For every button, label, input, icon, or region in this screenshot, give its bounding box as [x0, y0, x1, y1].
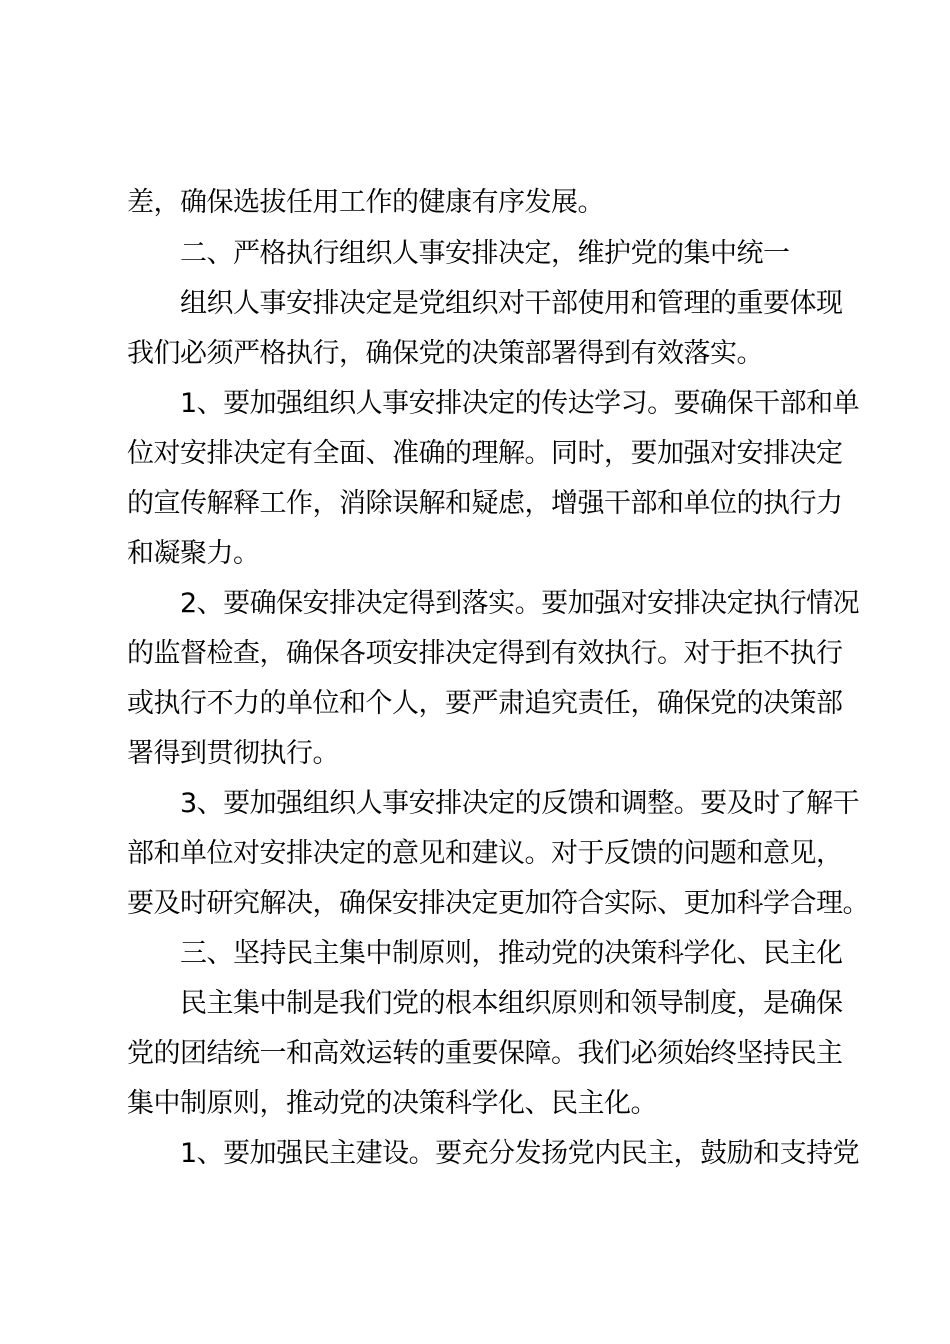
body-text-line: 民主集中制是我们党的根本组织原则和领导制度，是确保 [180, 988, 843, 1019]
body-text-line: 和凝聚力。 [127, 538, 260, 569]
body-text-line: 差，确保选拔任用工作的健康有序发展。 [127, 187, 604, 218]
body-text-line: 组织人事安排决定是党组织对干部使用和管理的重要体现 [180, 288, 843, 319]
body-text-line: 位对安排决定有全面、准确的理解。同时，要加强对安排决定 [127, 438, 843, 469]
section-heading-3: 三、坚持民主集中制原则，推动党的决策科学化、民主化 [180, 938, 843, 969]
list-item-line: 3、要加强组织人事安排决定的反馈和调整。要及时了解干 [180, 788, 860, 819]
list-item-line: 1、要加强民主建设。要充分发扬党内民主，鼓励和支持党 [180, 1138, 860, 1169]
body-text-line: 的监督检查，确保各项安排决定得到有效执行。对于拒不执行 [127, 638, 843, 669]
body-text-line: 党的团结统一和高效运转的重要保障。我们必须始终坚持民主 [127, 1038, 843, 1069]
section-heading-2: 二、严格执行组织人事安排决定，维护党的集中统一 [180, 238, 790, 269]
body-text-line: 署得到贯彻执行。 [127, 738, 339, 769]
body-text-line: 我们必须严格执行，确保党的决策部署得到有效落实。 [127, 338, 763, 369]
body-text-line: 集中制原则，推动党的决策科学化、民主化。 [127, 1088, 657, 1119]
list-item-line: 1、要加强组织人事安排决定的传达学习。要确保干部和单 [180, 388, 860, 419]
body-text-line: 或执行不力的单位和个人，要严肃追究责任，确保党的决策部 [127, 688, 843, 719]
body-text-line: 的宣传解释工作，消除误解和疑虑，增强干部和单位的执行力 [127, 488, 843, 519]
body-text-line: 部和单位对安排决定的意见和建议。对于反馈的问题和意见， [127, 838, 843, 869]
list-item-line: 2、要确保安排决定得到落实。要加强对安排决定执行情况 [180, 588, 860, 619]
body-text-line: 要及时研究解决，确保安排决定更加符合实际、更加科学合理。 [127, 888, 869, 919]
